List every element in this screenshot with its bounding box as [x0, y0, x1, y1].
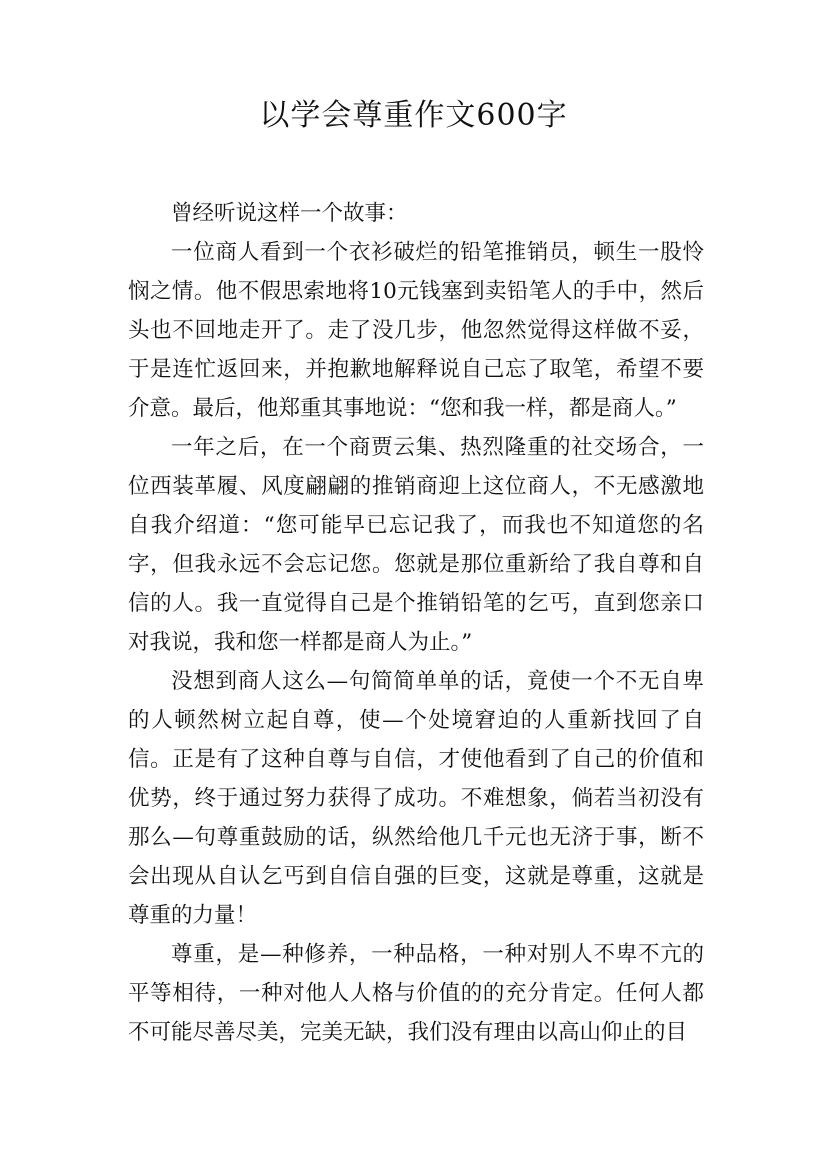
paragraph-2: 一位商人看到一个衣衫破烂的铅笔推销员，顿生一股怜悯之情。他不假思索地将10元钱塞到卖铅笔人的手中，然后头也不回地走开了。走了没几步，他忽然觉得这样做不妥，于是连忙返回来，并抱歉地解释说自己忘了取笔，希望不要介意。最后，他郑重其事地说：“您和我一样，都是商人。”	[128, 240, 704, 421]
paragraph-3: 一年之后，在一个商贾云集、热烈隆重的社交场合，一位西装革履、风度翩翩的推销商迎上这位商人，不无感激地自我介绍道：“您可能早已忘记我了，而我也不知道您的名字，但我永远不会忘记您。您就是那位重新给了我自尊和自信的人。我一直觉得自己是个推销铅笔的乞丐，直到您亲口对我说，我和您一样都是商人为止。”	[128, 435, 704, 655]
paragraph-5: 尊重，是—种修养，一种品格，一种对别人不卑不亢的平等相待，一种对他人人格与价值的的充分肯定。任何人都不可能尽善尽美，完美无缺，我们没有理由以高山仰止的目	[128, 942, 704, 1045]
document-title: 以学会尊重作文600字	[259, 98, 568, 133]
paragraph-1: 曾经听说这样一个故事：	[171, 201, 408, 226]
document-body	[128, 194, 704, 1052]
paragraph-4: 没想到商人这么—句简简单单的话，竟使一个不无自卑的人顿然树立起自尊，使—个处境窘迫的人重新找回了自信。正是有了这种自尊与自信，才使他看到了自己的价值和优势，终于通过努力获得了成功。不难想象，倘若当初没有那么—句尊重鼓励的话，纵然给他几千元也无济于事，断不会出现从自认乞丐到自信自强的巨变，这就是尊重，这就是尊重的力量！	[128, 669, 704, 928]
